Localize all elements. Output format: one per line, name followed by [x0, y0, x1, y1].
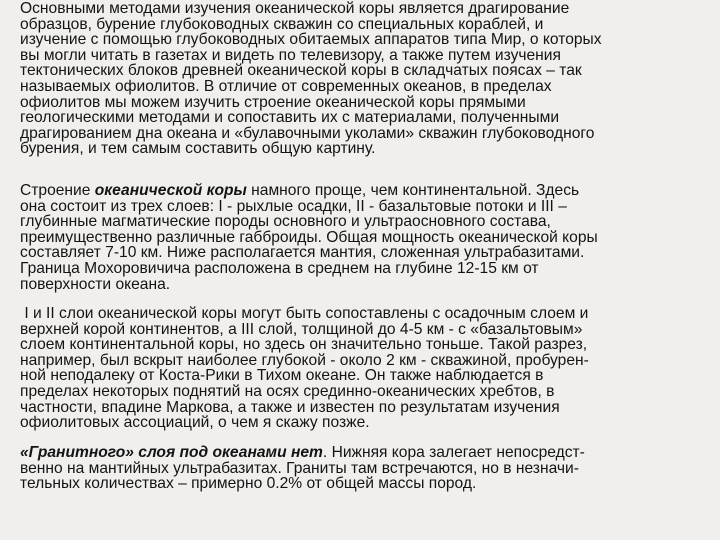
- text-line: она состоит из трех слоев: I - рыхлые осадки, II - базальтовые потоки и III –: [20, 197, 567, 215]
- text-line: I и II слои океанической коры могут быть сопоставлены с осадочным слоем и: [20, 305, 589, 322]
- text-line: тектонических блоков древней океанической коры в складчатых поясах – так: [20, 62, 582, 80]
- text-run: намного проще, чем континентальной. Здесь: [246, 182, 580, 199]
- paragraph-granite: [20, 445, 708, 492]
- text-line: геологическими методами и сопоставить их с материалами, полученными: [20, 109, 560, 127]
- text-line: ной неподалеку от Коста-Рики в Тихом океане. Он также наблюдается в: [20, 367, 544, 385]
- text-line: венно на мантийных ультрабазитах. Граниты там встречаются, но в незначи-: [20, 459, 579, 477]
- text-run: Строение: [20, 182, 95, 199]
- text-line: [20, 183, 708, 199]
- text-line: изучение с помощью глубоководных обитаемых аппаратов типа Мир, о которых: [20, 31, 602, 49]
- text-line: частности, впадине Маркова, а также и известен по результатам изучения: [20, 398, 560, 416]
- text-line: тельных количествах – примерно 0.2% от общей массы пород.: [20, 475, 477, 493]
- text-line: [20, 445, 708, 461]
- text-line: пределах некоторых поднятий на осях срединно-океанических хребтов, в: [20, 382, 555, 400]
- text-line: вы могли читать в газетах и видеть по телевизору, а также путем изучения: [20, 46, 561, 64]
- text-line: например, был вскрыт наиболее глубокой - около 2 км - скважиной, пробурен-: [20, 351, 589, 369]
- text-line: верхней корой континентов, а III слой, толщиной до 4-5 км - с «базальтовым»: [20, 320, 583, 338]
- text-line: офиолитов мы можем изучить строение океанической коры прямыми: [20, 93, 526, 111]
- text-line: называемых офиолитов. В отличие от современных океанов, в пределах: [20, 77, 552, 95]
- paragraph-layers: [20, 306, 708, 431]
- text-line: преимущественно различные габброиды. Общая мощность океанической коры: [20, 228, 598, 246]
- emphasis-granite-layer: «Гранитного» слоя под океанами нет: [20, 444, 323, 461]
- text-line: Основными методами изучения океанической коры является драгирование: [20, 0, 570, 17]
- text-line: образцов, бурение глубоководных скважин со специальных кораблей, и: [20, 15, 544, 33]
- text-line: поверхности океана.: [20, 275, 171, 293]
- text-line: Граница Мохоровичича расположена в среднем на глубине 12-15 км от: [20, 259, 539, 277]
- text-line: составляет 7-10 км. Ниже располагается мантия, сложенная ультрабазитами.: [20, 244, 585, 262]
- text-line: глубинные магматические породы основного и ультраосновного состава,: [20, 213, 551, 231]
- text-line: драгированием дна океана и «булавочными уколами» скважин глубоководного: [20, 124, 595, 142]
- text-line: бурения, и тем самым составить общую картину.: [20, 140, 376, 158]
- paragraph-methods: [20, 1, 708, 157]
- emphasis-oceanic-crust: океанической коры: [94, 182, 247, 199]
- paragraph-structure: [20, 183, 708, 292]
- text-line: слоем континентальной коры, но здесь он значительно тоньше. Такой разрез,: [20, 336, 588, 354]
- text-run: . Нижняя кора залегает непосредст-: [322, 444, 585, 461]
- text-line: офиолитовых ассоциаций, о чем я скажу позже.: [20, 414, 370, 432]
